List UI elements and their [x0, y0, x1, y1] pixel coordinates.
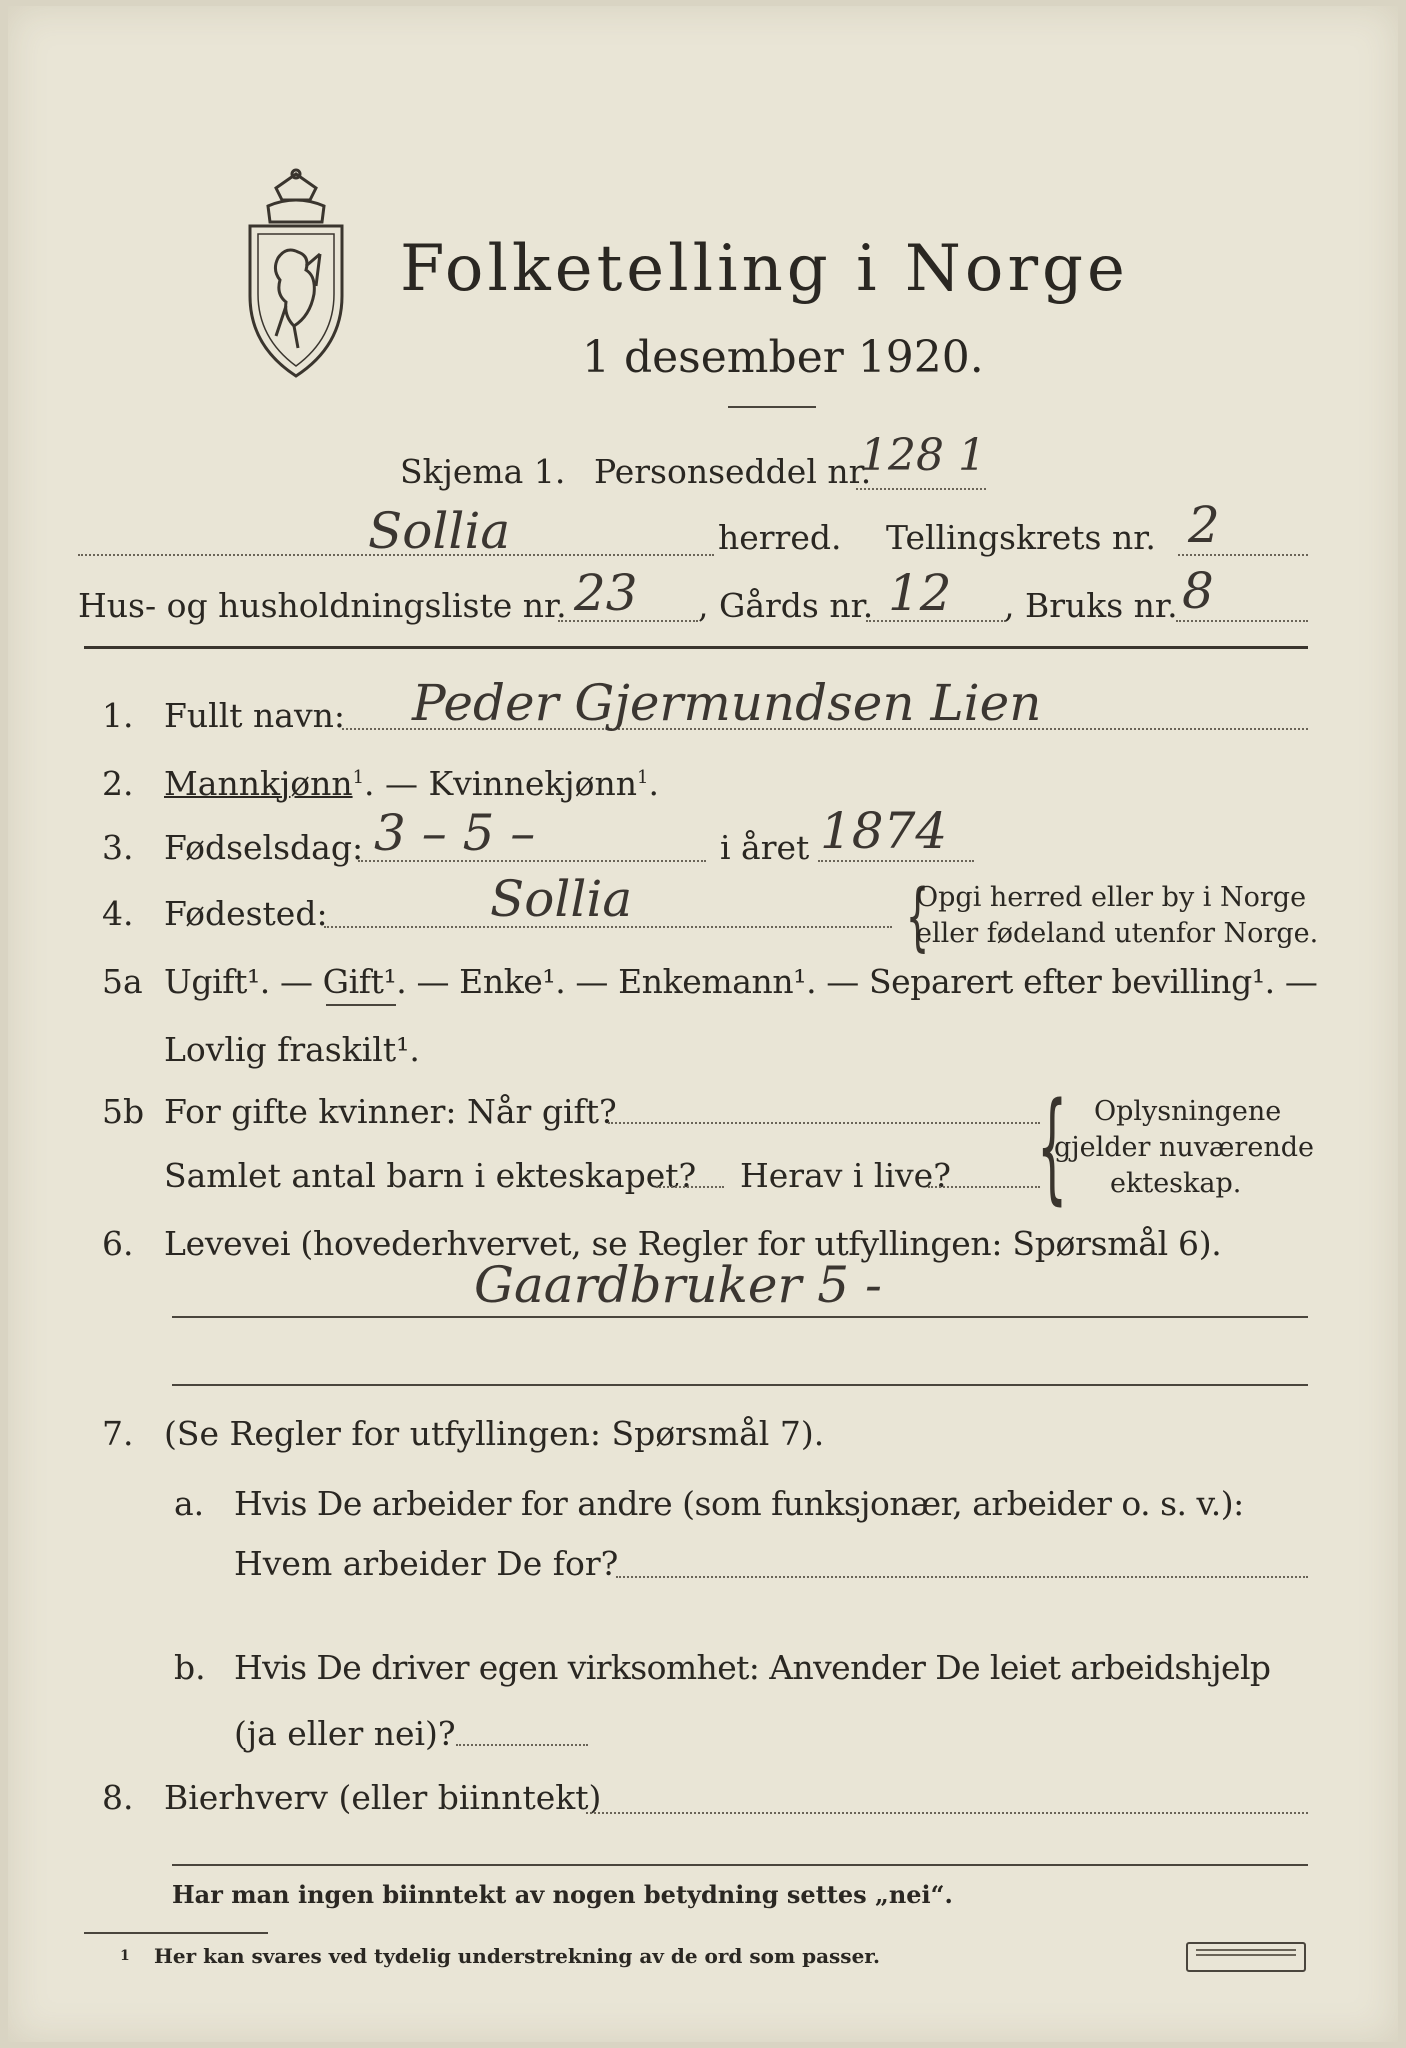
birth-year-value[interactable]: 1874	[820, 802, 948, 860]
q8-number: 8.	[102, 1778, 134, 1817]
occupation-value[interactable]: Gaardbruker 5 -	[474, 1256, 882, 1314]
q7a-line1: Hvis De arbeider for andre (som funksjonær, arbeider o. s. v.):	[234, 1484, 1244, 1523]
skjema-label: Skjema 1.	[400, 452, 566, 491]
gards-value[interactable]: 12	[888, 564, 952, 622]
full-name-value[interactable]: Peder Gjermundsen Lien	[412, 674, 1042, 732]
q5b-note-line1: Oplysningene	[1094, 1096, 1282, 1127]
personseddel-label: Personseddel nr.	[594, 452, 872, 491]
q4-note-line2: eller fødeland utenfor Norge.	[916, 918, 1319, 949]
employer-field[interactable]	[616, 1576, 1308, 1578]
printer-stamp	[1186, 1942, 1306, 1972]
q1-label: Fullt navn:	[164, 696, 345, 735]
header-divider	[84, 646, 1308, 649]
birthdate-value[interactable]: 3 – 5 –	[374, 804, 536, 862]
side-income-field[interactable]	[586, 1812, 1308, 1814]
tellingskrets-label: Tellingskrets nr.	[886, 518, 1156, 557]
hus-label: Hus- og husholdningsliste nr.	[78, 586, 567, 625]
no-income-note: Har man ingen biinntekt av nogen betydning settes „nei“.	[172, 1880, 953, 1909]
q5a-number: 5a	[102, 962, 143, 1001]
male-option[interactable]: Mannkjønn	[164, 764, 353, 803]
q1-number: 1.	[102, 696, 134, 735]
q5b-note-line3: ekteskap.	[1110, 1168, 1242, 1199]
bruks-value[interactable]: 8	[1182, 562, 1214, 620]
marital-status-options-cont[interactable]: Lovlig fraskilt¹.	[164, 1030, 420, 1069]
year-label: i året	[720, 828, 810, 867]
coat-of-arms-icon	[236, 166, 356, 381]
hus-value[interactable]: 23	[574, 564, 638, 622]
herred-value[interactable]: Sollia	[368, 502, 511, 560]
q6-label: Levevei (hovederhvervet, se Regler for utfyllingen: Spørsmål 6).	[164, 1224, 1222, 1263]
q7-label: (Se Regler for utfyllingen: Spørsmål 7).	[164, 1414, 825, 1453]
q7b-line2: (ja eller nei)?	[234, 1714, 456, 1753]
q7b-line1: Hvis De driver egen virksomhet: Anvender De leiet arbeidshjelp	[234, 1648, 1271, 1687]
q3-number: 3.	[102, 828, 134, 867]
q7a-letter: a.	[174, 1484, 205, 1523]
q5b-number: 5b	[102, 1092, 145, 1131]
q5b-note-line2: gjelder nuværende	[1054, 1132, 1314, 1163]
title-divider	[728, 406, 816, 408]
hired-help-field[interactable]	[456, 1744, 588, 1746]
birthplace-value[interactable]: Sollia	[490, 870, 633, 928]
q5b-line2-label: Samlet antal barn i ekteskapet?	[164, 1156, 697, 1195]
census-form	[8, 6, 1398, 2042]
bruks-label: , Bruks nr.	[1004, 586, 1178, 625]
personseddel-number[interactable]: 128 1	[860, 430, 986, 481]
gift-underline	[326, 1004, 396, 1006]
q4-brace: {	[905, 874, 930, 960]
census-date: 1 desember 1920.	[582, 332, 984, 383]
female-option[interactable]: Kvinnekjønn	[428, 764, 638, 803]
q4-number: 4.	[102, 894, 134, 933]
herred-label: herred.	[718, 518, 842, 557]
q2-number: 2.	[102, 764, 134, 803]
q7b-letter: b.	[174, 1648, 206, 1687]
q3-label: Fødselsdag:	[164, 828, 364, 867]
footnote-text: Her kan svares ved tydelig understrekning av de ord som passer.	[154, 1944, 880, 1968]
q7-number: 7.	[102, 1414, 134, 1453]
q7a-line2: Hvem arbeider De for?	[234, 1544, 619, 1583]
form-title: Folketelling i Norge	[400, 232, 1129, 306]
marital-status-options[interactable]: Ugift¹. — Gift¹. — Enke¹. — Enkemann¹. — Separert efter bevilling¹. —	[164, 962, 1318, 1001]
q5b-brace: {	[1036, 1078, 1068, 1217]
q4-label: Fødested:	[164, 894, 328, 933]
q6-number: 6.	[102, 1224, 134, 1263]
q8-label: Bierhverv (eller biinntekt)	[164, 1778, 602, 1817]
footnote-mark: 1	[120, 1948, 130, 1964]
tellingskrets-value[interactable]: 2	[1188, 496, 1220, 554]
q4-note-line1: Opgi herred eller by i Norge	[916, 882, 1307, 913]
q2-options: Mannkjønn$^1$. — Kvinnekjønn$^1$.	[164, 764, 659, 803]
gards-label: , Gårds nr.	[698, 586, 874, 625]
q5b-line1-label: For gifte kvinner: Når gift?	[164, 1092, 617, 1131]
q5b-line2-label-b: Herav i live?	[740, 1156, 951, 1195]
